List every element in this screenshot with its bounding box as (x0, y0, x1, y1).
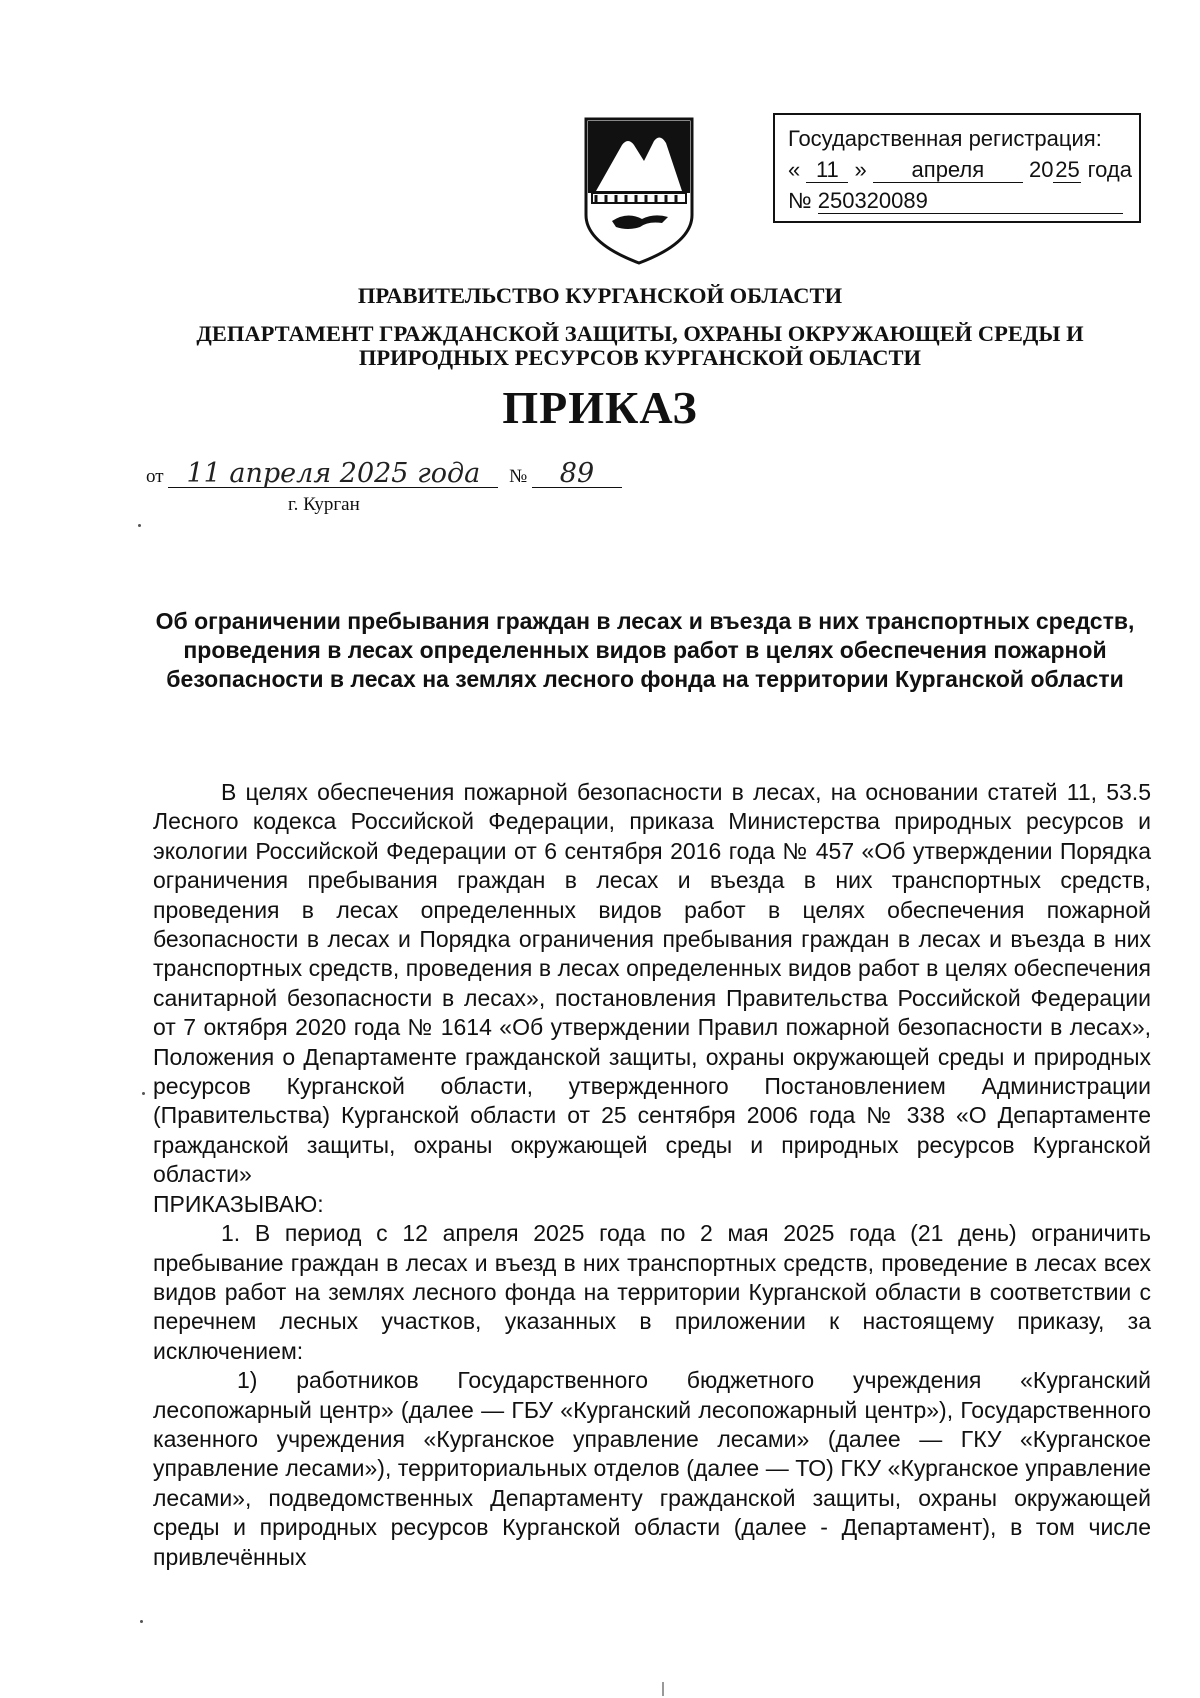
order-number-label: № (509, 466, 528, 487)
registration-year-word: года (1087, 157, 1132, 182)
registration-number-row (788, 185, 1139, 216)
registration-number: 250320089 (818, 189, 1123, 214)
scan-speck (142, 1092, 145, 1095)
order-from-label: от (146, 466, 164, 487)
registration-close-quote: » (854, 157, 867, 182)
scan-speck (140, 1620, 143, 1623)
kurgan-coat-of-arms-emblem (582, 115, 696, 267)
department-heading: ДЕПАРТАМЕНТ ГРАЖДАНСКОЙ ЗАЩИТЫ, ОХРАНЫ ОКРУЖАЮЩЕЙ СРЕДЫ И ПРИРОДНЫХ РЕСУРСОВ КУРГАНСКОЙ ОБЛАСТИ (196, 321, 1084, 370)
government-heading: ПРАВИТЕЛЬСТВО КУРГАНСКОЙ ОБЛАСТИ (357, 283, 843, 308)
registration-year-suffix: 25 (1055, 157, 1080, 182)
registration-month: апреля (873, 158, 1023, 183)
registration-date (788, 154, 1139, 185)
order-date-line (146, 458, 622, 489)
scan-speck (138, 524, 141, 527)
registration-stamp (773, 113, 1141, 223)
registration-number-label: № (788, 188, 812, 213)
order-date-handwritten: 11 апреля 2025 года (168, 461, 498, 488)
registration-open-quote: « (788, 157, 801, 182)
item-1-paragraph: 1. В период с 12 апреля 2025 года по 2 мая 2025 года (21 день) ограничить пребывание граждан в лесах и въезд в них транспортных средств, проведение в лесах всех видов работ на землях лесного фонда на территории Курганской области в соответствии с перечнем лесных участков, указанных в приложении к настоящему приказу, за исключением: (153, 1220, 1151, 1364)
registration-title: Государственная регистрация: (788, 126, 1102, 151)
document-type-heading: ПРИКАЗ (502, 382, 698, 433)
scan-mark (662, 1682, 664, 1696)
item-1-1-paragraph: 1) работников Государственного бюджетного учреждения «Курганский лесопожарный центр» (далее — ГБУ «Курганский лесопожарный центр»), Государственного казенного учреждения «Курганское управление лесами» (далее — ГКУ «Курганское управление лесами»), территориальных отделов (далее — ТО) ГКУ «Курганское управление лесами», подведомственных Департаменту гражданской защиты, охраны окружающей среды и природных ресурсов Курганской области (далее - Департамент), в том числе привлечённых (153, 1367, 1151, 1570)
registration-day: 11 (806, 158, 848, 183)
preamble-paragraph: В целях обеспечения пожарной безопасности в лесах, на основании статей 11, 53.5 Лесного кодекса Российской Федерации, приказа Министерства природных ресурсов и экологии Российской Федерации от 6 сентября 2016 года № 457 «Об утверждении Порядка ограничения пребывания граждан в лесах и въезда в них транспортных средств, проведения в лесах определенных видов работ в целях обеспечения пожарной безопасности в лесах и Порядка ограничения пребывания граждан в лесах и въезда в них транспортных средств, проведения в лесах определенных видов работ в целях обеспечения санитарной безопасности в лесах», постановления Правительства Российской Федерации от 7 октября 2020 года № 1614 «Об утверждении Правил пожарной безопасности в лесах», Положения о Департаменте гражданской защиты, охраны окружающей среды и природных ресурсов Курганской области, утвержденного Постановлением Администрации (Правительства) Курганской области от 25 сентября 2006 года № 338 «О Департаменте гражданской защиты, охраны окружающей среды и природных ресурсов Курганской области» (153, 779, 1151, 1188)
order-city: г. Курган (288, 494, 360, 515)
document-title: Об ограничении пребывания граждан в лесах и въезда в них транспортных средств, проведения в лесах определенных видов работ в целях обеспечения пожарной безопасности в лесах на землях лесного фонда на территории Курганской области (155, 608, 1135, 692)
order-number-handwritten: 89 (532, 461, 622, 488)
registration-year-prefix: 20 (1029, 157, 1054, 182)
document-body (153, 778, 1151, 1572)
command-word: ПРИКАЗЫВАЮ: (153, 1190, 324, 1217)
